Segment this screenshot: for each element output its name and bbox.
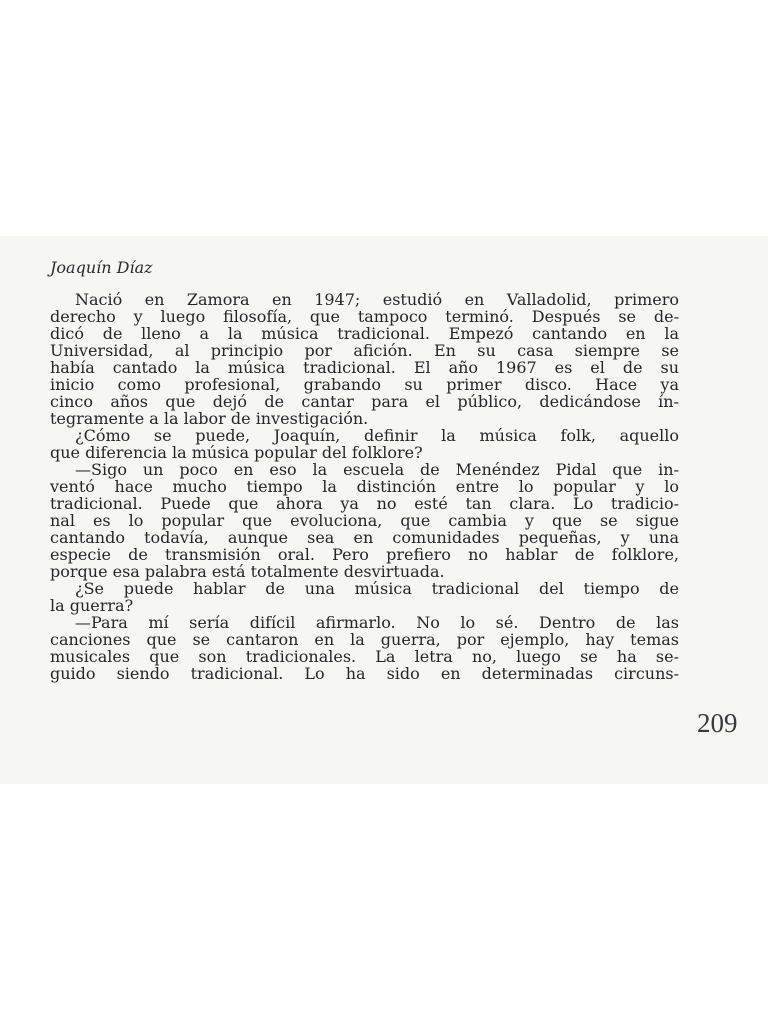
text-line: cantando todavía, aunque sea en comunidades pequeñas, y una <box>50 528 679 547</box>
text-line: la guerra? <box>50 596 134 615</box>
text-line: Nació en Zamora en 1947; estudió en Valladolid, primero <box>75 290 679 309</box>
text-line: había cantado la música tradicional. El año 1967 es el de su <box>50 358 679 377</box>
text-line: ¿Cómo se puede, Joaquín, definir la música folk, aquello <box>75 426 679 445</box>
text-line: inicio como profesional, grabando su primer disco. Hace ya <box>50 375 679 394</box>
text-line: —Para mí sería difícil afirmarlo. No lo sé. Dentro de las <box>75 613 679 632</box>
text-line: —Sigo un poco en eso la escuela de Menéndez Pidal que in- <box>75 460 679 479</box>
text-line: tradicional. Puede que ahora ya no esté tan clara. Lo tradicio- <box>50 494 679 513</box>
text-line: porque esa palabra está totalmente desvirtuada. <box>50 562 445 581</box>
text-line: dicó de lleno a la música tradicional. Empezó cantando en la <box>50 324 679 343</box>
text-line: cinco años que dejó de cantar para el público, dedicándose ín- <box>50 392 679 411</box>
text-line: nal es lo popular que evoluciona, que cambia y que se sigue <box>50 511 679 530</box>
text-line: guido siendo tradicional. Lo ha sido en determinadas circuns- <box>50 664 679 683</box>
text-line: ventó hace mucho tiempo la distinción entre lo popular y lo <box>50 477 679 496</box>
text-line: ¿Se puede hablar de una música tradicional del tiempo de <box>75 579 679 598</box>
body-text <box>50 291 679 682</box>
author-heading: Joaquín Díaz <box>50 258 153 277</box>
text-line: especie de transmisión oral. Pero prefiero no hablar de folklore, <box>50 545 679 564</box>
text-line: Universidad, al principio por afición. En su casa siempre se <box>50 341 679 360</box>
text-line: tegramente a la labor de investigación. <box>50 409 369 428</box>
text-line: derecho y luego filosofía, que tampoco terminó. Después se de- <box>50 307 679 326</box>
page-number: 209 <box>697 708 738 738</box>
text-line: canciones que se cantaron en la guerra, por ejemplo, hay temas <box>50 630 679 649</box>
text-line: musicales que son tradicionales. La letra no, luego se ha se- <box>50 647 679 666</box>
text-line: que diferencia la música popular del folklore? <box>50 443 423 462</box>
